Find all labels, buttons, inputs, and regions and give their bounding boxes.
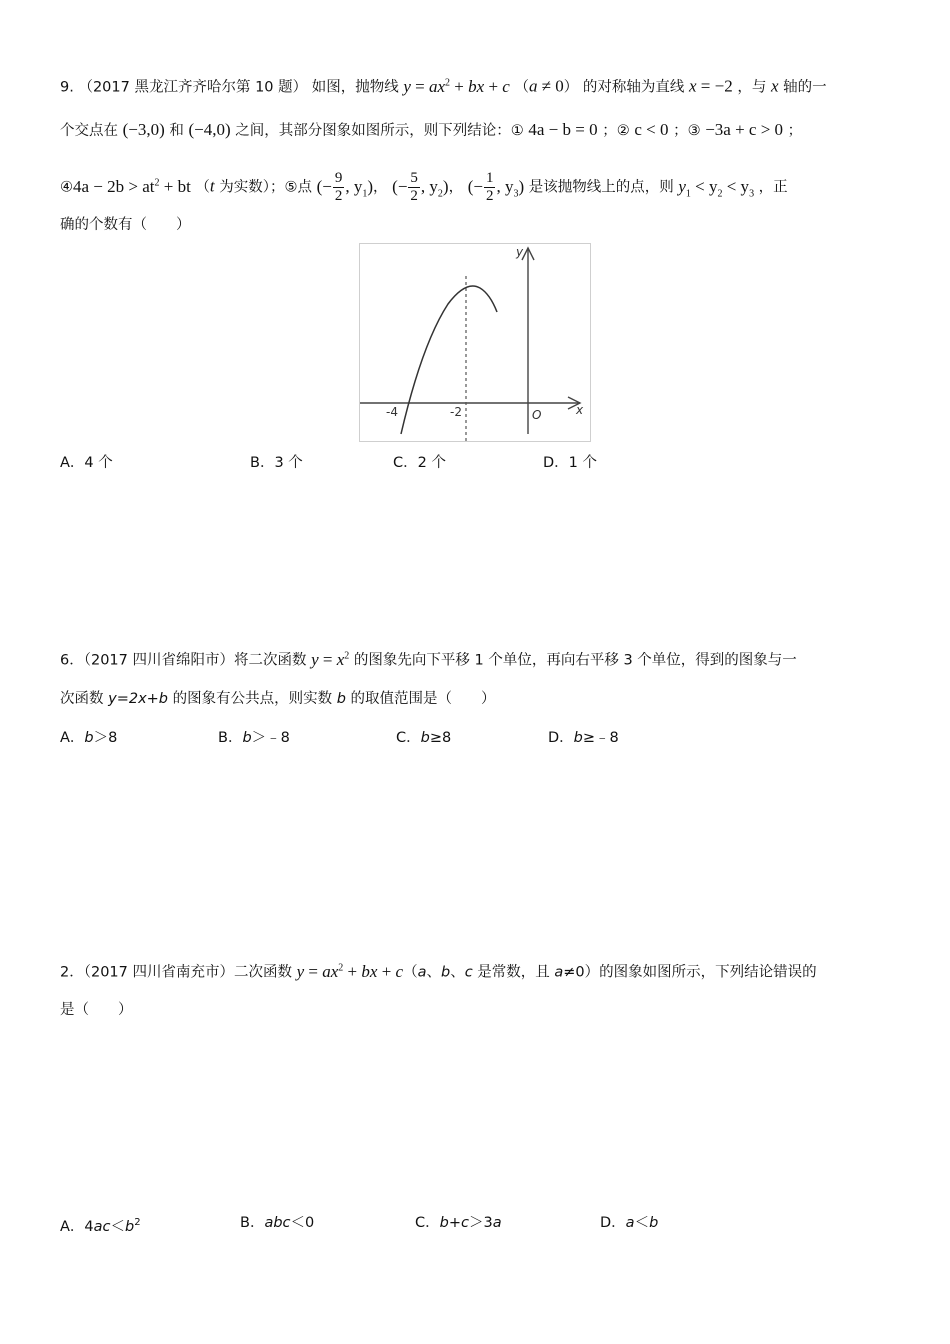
q9-point-a: (− $\frac{9}{2}$ , $y_1$) — [316, 170, 374, 205]
q9-paren: （ — [514, 79, 529, 96]
q9-number: 9. — [60, 79, 74, 96]
q9-t-var: t — [209, 176, 215, 196]
q6-text: 次函数 — [60, 691, 109, 707]
q9-text: 轴的一 — [778, 79, 827, 96]
q2-text: 是常数，且 — [472, 964, 555, 981]
q6-option-c: C．b≥8 — [396, 730, 452, 746]
q2-text: 是（ ） — [60, 1002, 133, 1018]
q9-text: ， — [373, 179, 388, 196]
q2-option-a: A．$4ac<b^2$ — [60, 1217, 141, 1235]
q9-text: 的对称轴为直线 — [582, 79, 689, 96]
q9-line-4 — [60, 214, 191, 236]
q6-b-var: b — [336, 691, 346, 707]
q6-text: 的图象先向下平移 1 个单位，再向右平移 3 个单位，得到的图象与一 — [349, 652, 797, 669]
q2-equation: $y = ax^2$ + bx + c — [296, 961, 404, 981]
q2-text: ≠0）的图象如图所示，下列结论错误的 — [563, 964, 817, 981]
q2-option-d: D．a＜b — [600, 1215, 659, 1231]
q9-text: ，与 — [737, 79, 771, 96]
q6-equation: $y = x^2$ — [311, 649, 350, 669]
q9-point-2: (−4,0) — [188, 120, 231, 139]
parabola-graph — [360, 244, 590, 441]
y-axis-label: y — [516, 245, 524, 259]
q6-text: 将二次函数 — [234, 652, 312, 669]
q9-conclusion-1: 4a − b = 0 — [528, 120, 598, 139]
q9-point-b: (− $\frac{5}{2}$ , $y_2$) — [392, 170, 449, 205]
q9-equation: $y = ax^2$ + bx + c — [403, 76, 510, 96]
tick-label-minus-2: -2 — [450, 405, 462, 419]
q2-line-2 — [60, 999, 133, 1021]
q9-x-var: x — [770, 76, 779, 96]
q9-text: 确的个数有（ ） — [60, 217, 191, 233]
q9-text: 个交点在 — [60, 123, 118, 139]
q2-var: b — [440, 964, 451, 981]
q9-conclusion-2: c < 0 — [634, 120, 669, 139]
q2-line-1 — [60, 957, 817, 984]
q9-text: （ — [195, 179, 210, 196]
q9-paren-close: ） — [563, 79, 579, 96]
q9-line-3 — [60, 164, 788, 213]
q9-text: ； — [787, 123, 803, 139]
q9-option-b: B．3 个 — [250, 455, 303, 471]
x-axis-label: x — [576, 403, 584, 417]
q6-source: （2017 四川省绵阳市） — [83, 652, 234, 669]
q9-text: ；② — [602, 123, 630, 139]
q2-text: 、 — [450, 964, 465, 981]
tick-label-minus-4: -4 — [386, 405, 398, 419]
q6-number: 6． — [60, 652, 84, 669]
q2-option-c: C．b+c＞3a — [415, 1215, 502, 1231]
q6-text: 的取值范围是（ ） — [345, 691, 496, 707]
q9-text: 和 — [169, 123, 189, 139]
q9-option-d: D．1 个 — [543, 455, 597, 471]
q2-number: 2． — [60, 964, 84, 981]
origin-label: O — [532, 408, 542, 422]
q2-var: c — [464, 964, 473, 981]
q6-text: 的图象有公共点，则实数 — [168, 691, 337, 707]
q6-option-a: A．b＞8 — [60, 730, 118, 746]
q6-line-1 — [60, 645, 797, 672]
q9-text: 为实数）；⑤点 — [214, 179, 313, 196]
q2-option-b: B．abc＜0 — [240, 1215, 315, 1231]
q9-conclusion-3: −3a + c > 0 — [705, 120, 784, 139]
q9-text: ， — [448, 179, 464, 196]
q6-option-d: D．b≥﹣8 — [548, 730, 619, 746]
q9-conclusion-4: $4a - 2b > at^2$ + bt — [73, 176, 191, 196]
q9-text: 之间，其部分图象如图所示，则下列结论：① — [235, 123, 524, 139]
q9-line-1 — [60, 72, 827, 99]
q6-option-b: B．b＞﹣8 — [218, 730, 290, 746]
q6-linear-function: y=2x+b — [108, 691, 168, 707]
q9-text: ，正 — [758, 179, 788, 196]
q9-axis-equation: x = −2 — [689, 76, 733, 96]
q2-source: （2017 四川省南充市） — [83, 964, 234, 981]
q9-text: 如图，抛物线 — [311, 79, 404, 96]
q9-condition: a ≠ 0 — [528, 76, 564, 96]
q9-inequality: $y_1 < y_2 < y_3$ — [678, 176, 755, 200]
q9-option-a: A．4 个 — [60, 455, 113, 471]
q2-text: （ — [403, 964, 418, 981]
parabola-curve — [401, 286, 497, 434]
q9-text: ；③ — [673, 123, 701, 139]
q9-source: （2017 黑龙江齐齐哈尔第 10 题） — [78, 79, 308, 96]
q9-point-c: (− $\frac{1}{2}$ , $y_3$) — [467, 170, 525, 205]
q9-point-1: (−3,0) — [122, 120, 165, 139]
q9-option-c: C．2 个 — [393, 455, 446, 471]
q2-var: a — [417, 964, 427, 981]
q9-line-2 — [60, 119, 802, 142]
q2-text: 二次函数 — [234, 964, 297, 981]
q9-figure — [359, 243, 591, 442]
q9-text: 是该抛物线上的点，则 — [528, 179, 679, 196]
q9-text: ④ — [60, 179, 73, 196]
q2-text: 、 — [426, 964, 441, 981]
q6-line-2 — [60, 688, 496, 710]
q2-var: a — [554, 964, 564, 981]
